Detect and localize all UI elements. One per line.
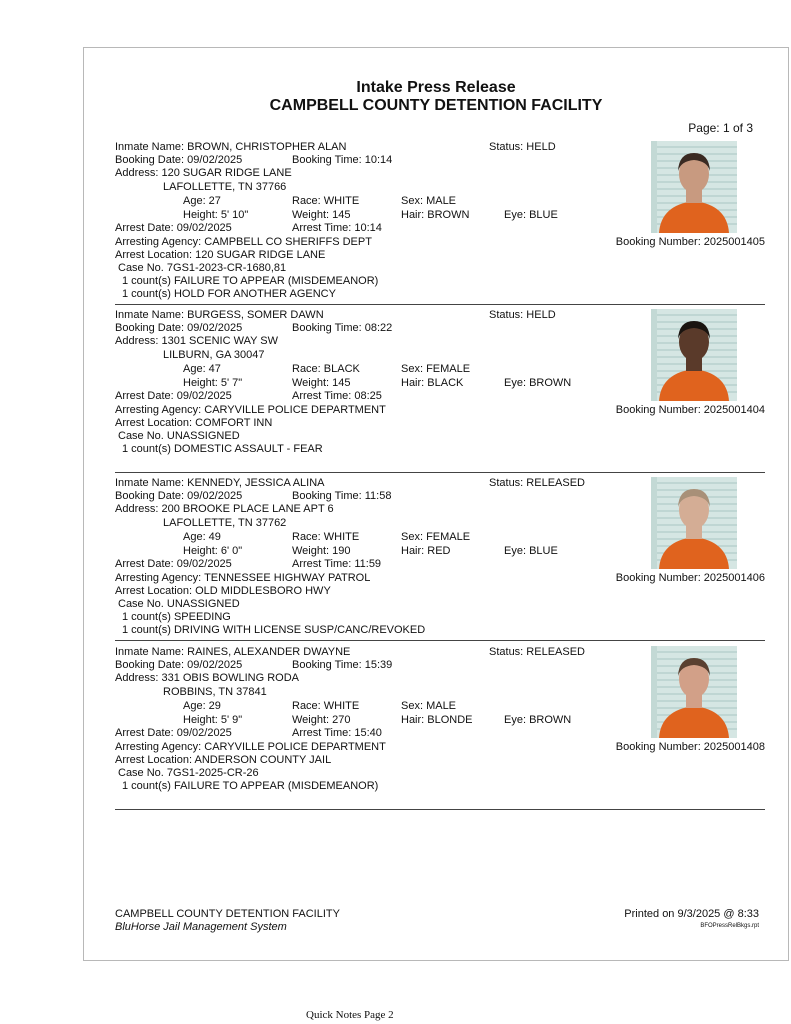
- height: Height: 5' 7": [183, 377, 243, 389]
- press-release-sheet: [83, 47, 789, 961]
- city-state-zip: LAFOLLETTE, TN 37762: [163, 517, 287, 529]
- mugshot-photo: [651, 309, 737, 401]
- booking-time: Booking Time: 10:14: [292, 154, 393, 166]
- hair: Hair: BLACK: [401, 377, 464, 389]
- charge-line: 1 count(s) SPEEDING: [122, 611, 231, 623]
- hair: Hair: BROWN: [401, 209, 470, 221]
- record-divider: [115, 472, 765, 473]
- height: Height: 5' 10": [183, 209, 249, 221]
- booking-date: Booking Date: 09/02/2025: [115, 154, 243, 166]
- record-divider: [115, 809, 765, 810]
- arrest-location: Arrest Location: ANDERSON COUNTY JAIL: [115, 754, 332, 766]
- race: Race: BLACK: [292, 363, 360, 375]
- weight: Weight: 145: [292, 209, 351, 221]
- arrest-location: Arrest Location: 120 SUGAR RIDGE LANE: [115, 249, 326, 261]
- status: Status: HELD: [489, 309, 556, 321]
- race: Race: WHITE: [292, 700, 360, 712]
- booking-number: Booking Number: 2025001404: [615, 404, 765, 416]
- arrest-time: Arrest Time: 10:14: [292, 222, 382, 234]
- mugshot-photo: [651, 646, 737, 738]
- printed-timestamp: Printed on 9/3/2025 @ 8:33: [624, 908, 759, 920]
- sex: Sex: FEMALE: [401, 531, 471, 543]
- footer-system: BluHorse Jail Management System: [115, 921, 287, 933]
- arresting-agency: Arresting Agency: CAMPBELL CO SHERIFFS DEPT: [115, 236, 372, 248]
- arresting-agency: Arresting Agency: CARYVILLE POLICE DEPARTMENT: [115, 741, 386, 753]
- eye-color: Eye: BLUE: [504, 545, 558, 557]
- status: Status: RELEASED: [489, 477, 585, 489]
- hair: Hair: BLONDE: [401, 714, 473, 726]
- booking-time: Booking Time: 08:22: [292, 322, 393, 334]
- weight: Weight: 190: [292, 545, 351, 557]
- eye-color: Eye: BROWN: [504, 377, 572, 389]
- report-title: Intake Press Release: [356, 79, 516, 96]
- age: Age: 47: [183, 363, 221, 375]
- charge-line: 1 count(s) DOMESTIC ASSAULT - FEAR: [122, 443, 323, 455]
- address: Address: 200 BROOKE PLACE LANE APT 6: [115, 503, 334, 515]
- race: Race: WHITE: [292, 531, 360, 543]
- weight: Weight: 145: [292, 377, 351, 389]
- quick-notes-label: Quick Notes Page 2: [306, 1009, 394, 1021]
- age: Age: 49: [183, 531, 221, 543]
- arrest-location: Arrest Location: OLD MIDDLESBORO HWY: [115, 585, 331, 597]
- booking-date: Booking Date: 09/02/2025: [115, 322, 243, 334]
- inmate-record: [115, 646, 765, 812]
- sex: Sex: MALE: [401, 700, 457, 712]
- arrest-date: Arrest Date: 09/02/2025: [115, 222, 232, 234]
- race: Race: WHITE: [292, 195, 360, 207]
- arrest-time: Arrest Time: 15:40: [292, 727, 382, 739]
- report-filename: BFOPressRelBkgs.rpt: [700, 923, 759, 929]
- case-number: Case No. UNASSIGNED: [118, 598, 240, 610]
- inmate-name: Inmate Name: KENNEDY, JESSICA ALINA: [115, 477, 325, 489]
- status: Status: HELD: [489, 141, 556, 153]
- age: Age: 27: [183, 195, 221, 207]
- address: Address: 1301 SCENIC WAY SW: [115, 335, 279, 347]
- city-state-zip: LILBURN, GA 30047: [163, 349, 265, 361]
- record-divider: [115, 640, 765, 641]
- inmate-record: [115, 141, 765, 307]
- charge-line: 1 count(s) FAILURE TO APPEAR (MISDEMEANOR): [122, 780, 379, 792]
- hair: Hair: RED: [401, 545, 451, 557]
- weight: Weight: 270: [292, 714, 351, 726]
- booking-number: Booking Number: 2025001406: [615, 572, 765, 584]
- city-state-zip: LAFOLLETTE, TN 37766: [163, 181, 287, 193]
- case-number: Case No. UNASSIGNED: [118, 430, 240, 442]
- inmate-name: Inmate Name: BURGESS, SOMER DAWN: [115, 309, 324, 321]
- booking-time: Booking Time: 15:39: [292, 659, 393, 671]
- mugshot-photo: [651, 141, 737, 233]
- inmate-name: Inmate Name: BROWN, CHRISTOPHER ALAN: [115, 141, 347, 153]
- booking-time: Booking Time: 11:58: [292, 490, 392, 502]
- arrest-date: Arrest Date: 09/02/2025: [115, 558, 232, 570]
- mugshot-photo: [651, 477, 737, 569]
- status: Status: RELEASED: [489, 646, 585, 658]
- arrest-date: Arrest Date: 09/02/2025: [115, 727, 232, 739]
- page-number: Page: 1 of 3: [688, 121, 753, 135]
- case-number: Case No. 7GS1-2025-CR-26: [118, 767, 259, 779]
- inmate-record: [115, 309, 765, 475]
- booking-number: Booking Number: 2025001405: [615, 236, 765, 248]
- booking-date: Booking Date: 09/02/2025: [115, 490, 243, 502]
- charge-line: 1 count(s) HOLD FOR ANOTHER AGENCY: [122, 288, 336, 300]
- arrest-time: Arrest Time: 11:59: [292, 558, 382, 570]
- charge-line: 1 count(s) FAILURE TO APPEAR (MISDEMEANOR): [122, 275, 379, 287]
- sex: Sex: MALE: [401, 195, 457, 207]
- booking-date: Booking Date: 09/02/2025: [115, 659, 243, 671]
- inmate-name: Inmate Name: RAINES, ALEXANDER DWAYNE: [115, 646, 351, 658]
- facility-title: CAMPBELL COUNTY DETENTION FACILITY: [269, 97, 603, 114]
- address: Address: 120 SUGAR RIDGE LANE: [115, 167, 292, 179]
- arrest-date: Arrest Date: 09/02/2025: [115, 390, 232, 402]
- eye-color: Eye: BROWN: [504, 714, 572, 726]
- inmate-record: [115, 477, 765, 643]
- footer-facility: CAMPBELL COUNTY DETENTION FACILITY: [115, 908, 340, 920]
- address: Address: 331 OBIS BOWLING RODA: [115, 672, 300, 684]
- arrest-location: Arrest Location: COMFORT INN: [115, 417, 273, 429]
- booking-number: Booking Number: 2025001408: [615, 741, 765, 753]
- eye-color: Eye: BLUE: [504, 209, 558, 221]
- city-state-zip: ROBBINS, TN 37841: [163, 686, 267, 698]
- sex: Sex: FEMALE: [401, 363, 471, 375]
- arresting-agency: Arresting Agency: CARYVILLE POLICE DEPARTMENT: [115, 404, 386, 416]
- height: Height: 5' 9": [183, 714, 243, 726]
- height: Height: 6' 0": [183, 545, 243, 557]
- charge-line: 1 count(s) DRIVING WITH LICENSE SUSP/CANC/REVOKED: [122, 624, 426, 636]
- case-number: Case No. 7GS1-2023-CR-1680,81: [118, 262, 287, 274]
- age: Age: 29: [183, 700, 221, 712]
- record-divider: [115, 304, 765, 305]
- arresting-agency: Arresting Agency: TENNESSEE HIGHWAY PATROL: [115, 572, 371, 584]
- arrest-time: Arrest Time: 08:25: [292, 390, 382, 402]
